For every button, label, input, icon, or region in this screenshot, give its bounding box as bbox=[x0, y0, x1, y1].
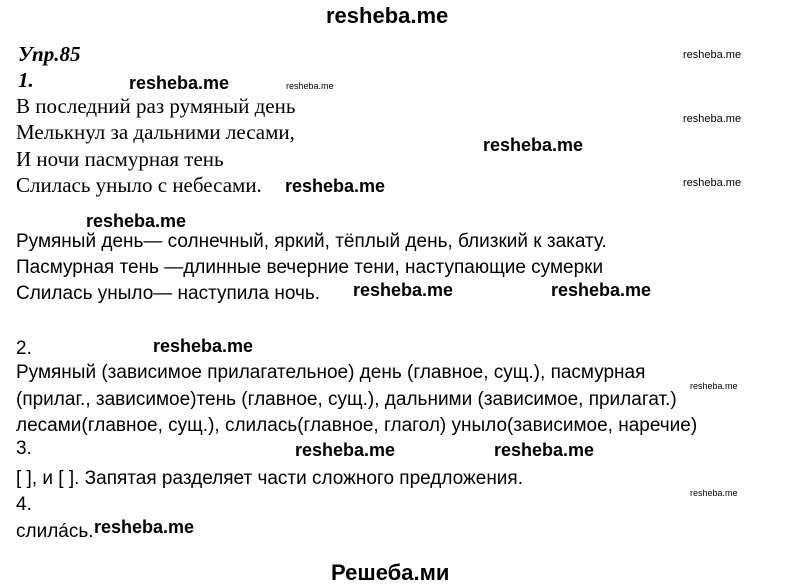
watermark: resheba.me bbox=[285, 176, 386, 196]
part2-line-1: Румяный (зависимое прилагательное) день (главное, сущ.), пасмурная bbox=[16, 362, 646, 383]
explanation-line-3: Слилась уныло— наступила ночь. bbox=[16, 283, 321, 304]
poem-line-4: Слилась уныло с небесами. bbox=[16, 173, 262, 197]
explanation-line-1: Румяный день— солнечный, яркий, тёплый день, близкий к закату. bbox=[16, 231, 607, 252]
part1-label: 1. bbox=[18, 68, 34, 92]
poem-line-1: В последний раз румяный день bbox=[16, 94, 296, 118]
watermark: resheba.me bbox=[153, 336, 254, 356]
part4-label: 4. bbox=[16, 494, 32, 515]
watermark: resheba.me bbox=[129, 73, 230, 93]
site-header: resheba.me bbox=[326, 3, 449, 28]
watermark: resheba.me bbox=[353, 280, 454, 300]
watermark-small: resheba.me bbox=[683, 177, 742, 189]
part3-text: [ ], и [ ]. Запятая разделяет части сложного предложения. bbox=[16, 468, 523, 489]
watermark-small: resheba.me bbox=[690, 488, 738, 498]
watermark: resheba.me bbox=[94, 517, 195, 537]
exercise-title: Упр.85 bbox=[18, 42, 81, 66]
watermark: resheba.me bbox=[551, 280, 652, 300]
watermark-small: resheba.me bbox=[690, 381, 738, 391]
poem-line-3: И ночи пасмурная тень bbox=[16, 147, 224, 171]
watermark: resheba.me bbox=[86, 211, 187, 231]
part2-line-2: (прилаг., зависимое)тень (главное, сущ.), дальними (зависимое, прилагат.) bbox=[16, 389, 677, 410]
explanation-line-2: Пасмурная тень —длинные вечерние тени, наступающие сумерки bbox=[16, 257, 604, 278]
part3-label: 3. bbox=[16, 438, 32, 459]
part2-line-3: лесами(главное, сущ.), слилась(главное, глагол) уныло(зависимое, наречие) bbox=[16, 415, 698, 436]
watermark: resheba.me bbox=[494, 440, 595, 460]
watermark-small: resheba.me bbox=[286, 81, 334, 91]
site-footer: Решеба.ми bbox=[331, 560, 450, 585]
watermark-small: resheba.me bbox=[683, 49, 742, 61]
part4-text: слилáсь. bbox=[16, 521, 94, 542]
watermark: resheba.me bbox=[483, 135, 584, 155]
watermark: resheba.me bbox=[295, 440, 396, 460]
watermark-small: resheba.me bbox=[683, 113, 742, 125]
part2-label: 2. bbox=[16, 338, 32, 359]
poem-line-2: Мелькнул за дальними лесами, bbox=[16, 120, 295, 144]
